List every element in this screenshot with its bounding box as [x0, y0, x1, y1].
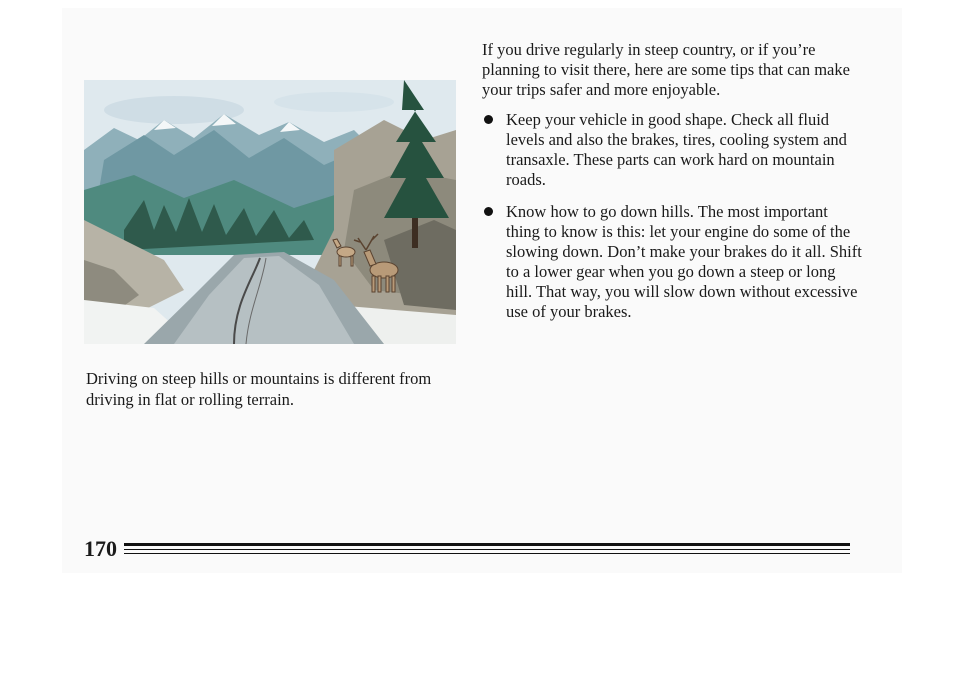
tips-section: [482, 40, 862, 334]
footer-rule: [124, 553, 850, 554]
bullet-icon: [484, 207, 493, 216]
bullet-text: Know how to go down hills. The most important thing to know is this: let your engine do some of the slowing down. Don’t make your brakes do it all. Shift to a lower gear when you go down a steep or long hill. That way, you will slow down without excessive use of your brakes.: [506, 202, 862, 321]
intro-paragraph: If you drive regularly in steep country, or if you’re planning to visit there, here are some tips that can make your trips safer and more enjoyable.: [482, 40, 850, 99]
list-item: [482, 110, 862, 190]
bullet-text: Keep your vehicle in good shape. Check all fluid levels and also the brakes, tires, cooling system and transaxle. These parts can work hard on mountain roads.: [506, 110, 847, 189]
page-footer: [84, 534, 850, 564]
illustration-caption: Driving on steep hills or mountains is different from driving in flat or rolling terrain.: [86, 369, 432, 409]
tips-list: [482, 110, 862, 322]
bullet-icon: [484, 115, 493, 124]
footer-rule: [124, 549, 850, 550]
list-item: [482, 202, 862, 322]
footer-rule: [124, 543, 850, 546]
mountain-road-illustration: [84, 80, 456, 344]
page-number: 170: [84, 536, 117, 561]
illustration-drawing: [84, 80, 456, 344]
